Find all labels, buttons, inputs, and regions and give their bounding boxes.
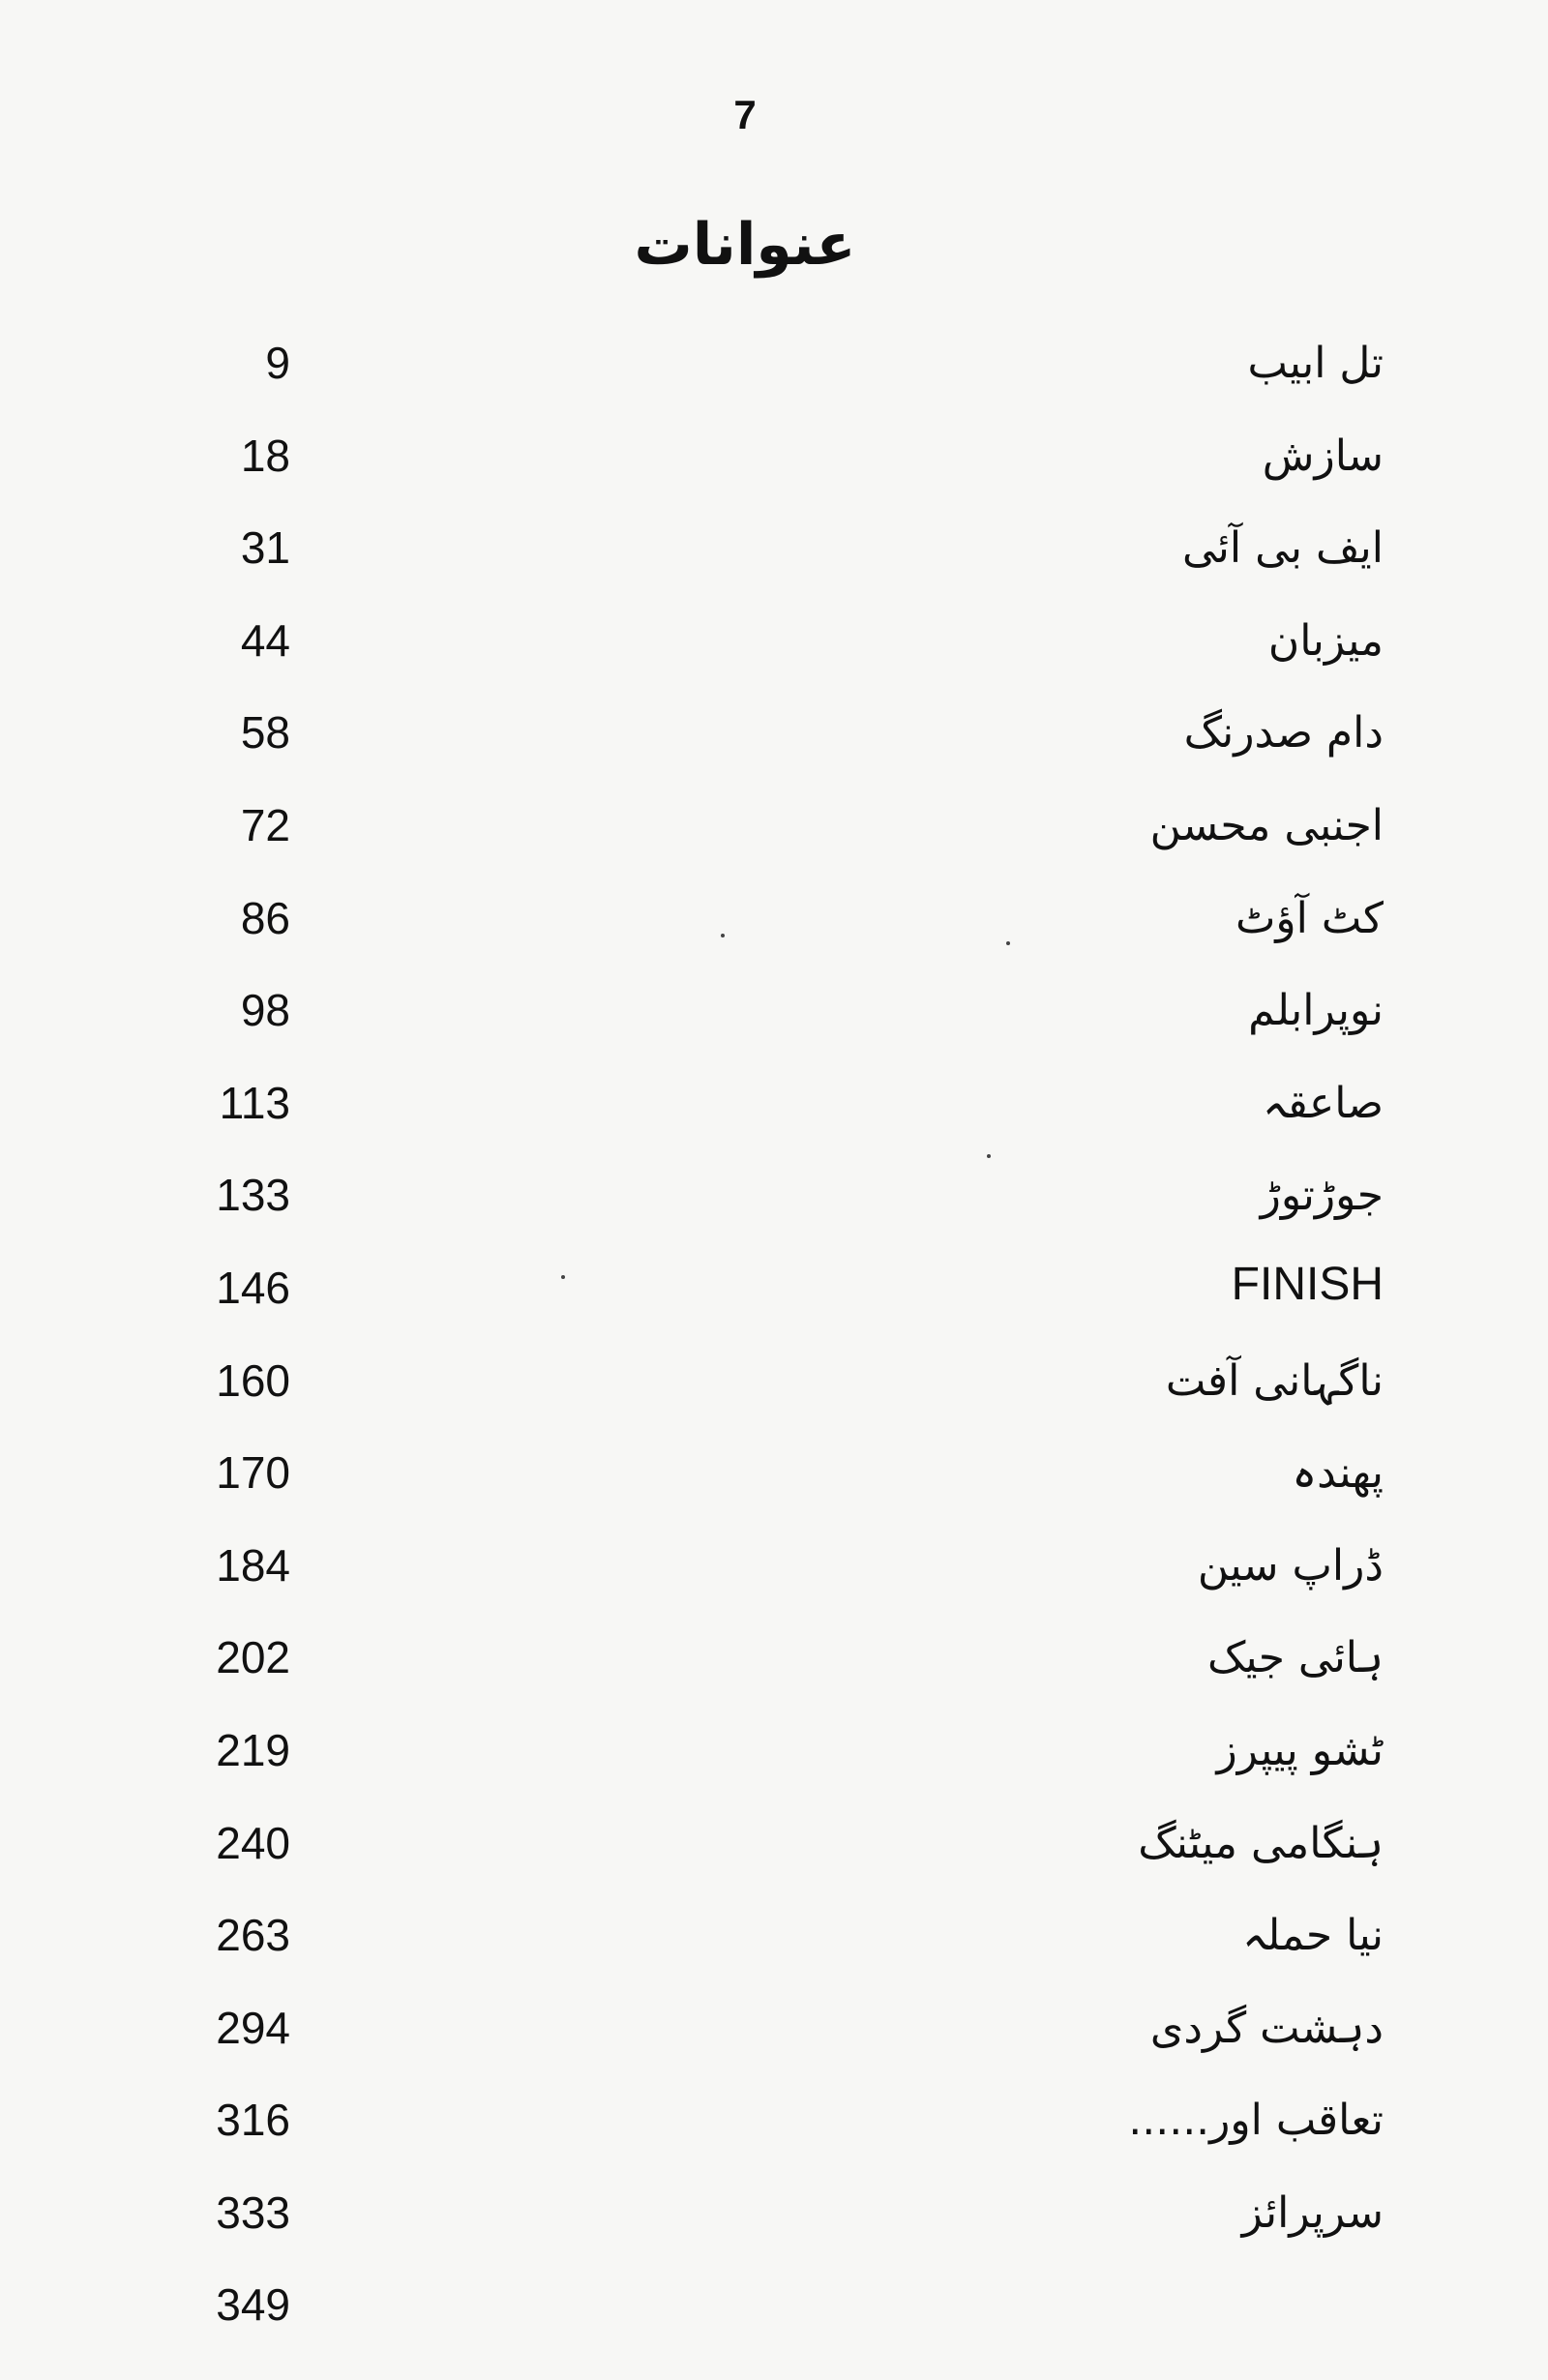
toc-page-number: 18 [240,430,290,481]
toc-entry [145,1347,1403,1440]
toc-entry [145,1069,1403,1162]
scan-speck [721,934,725,937]
scan-speck [987,1154,991,1158]
toc-page-number: 170 [216,1447,290,1499]
toc-title: نیا حملہ [1242,1911,1384,1961]
toc-page-number: 219 [216,1724,290,1775]
page-number: 7 [733,92,757,137]
toc-title: ایف بی آئی [1181,523,1384,574]
toc-title: صاعقہ [1262,1078,1384,1128]
toc-page-number: 98 [240,985,290,1036]
toc-entry [145,2086,1403,2179]
toc-title: تعاقب اور...... [1128,2096,1384,2146]
toc-entry [145,607,1403,699]
toc-title: دام صدرنگ [1183,708,1384,759]
toc-title: ناگہانی آفت [1165,1355,1384,1406]
toc-title: سرپرائز [1241,2187,1384,2238]
toc-entry [145,1901,1403,1994]
toc-page-number: 184 [216,1539,290,1591]
toc-entry [145,329,1403,422]
toc-page-number: 58 [240,707,290,759]
toc-title: جوڑتوڑ [1260,1171,1384,1221]
toc-title: سازش [1262,431,1384,481]
scan-speck [561,1275,565,1279]
toc-page-number: 316 [216,2095,290,2146]
toc-page-number: 72 [240,799,290,850]
toc-page-number: 113 [219,1077,290,1128]
toc-page-number: 202 [216,1632,290,1683]
toc-page-number: 146 [216,1262,290,1313]
toc-entry [145,1809,1403,1902]
toc-entry [145,514,1403,607]
toc-title: اجنبی محسن [1149,800,1384,850]
toc-entry [145,2271,1403,2364]
toc-page-number: 333 [216,2187,290,2238]
toc-entry [145,1254,1403,1347]
toc-entry [145,976,1403,1069]
toc-title: ٹشو پیپرز [1216,1725,1384,1775]
toc-entry [145,884,1403,977]
toc-title: پھندہ [1292,1448,1384,1499]
toc-page-number: 44 [240,614,290,666]
toc-entry [145,1716,1403,1809]
toc-title: ڈراپ سین [1197,1540,1384,1591]
toc-entry [145,422,1403,515]
toc-entry [145,1623,1403,1716]
toc-page-number: 9 [265,338,290,388]
toc-page-number: 133 [216,1170,290,1221]
toc-entry [145,1994,1403,2087]
toc-entry [145,1439,1403,1532]
toc-entry [145,1161,1403,1254]
toc-title: دہشت گردی [1149,2003,1384,2053]
toc-title: میزبان [1267,615,1384,666]
toc-title: تل ابیب [1247,339,1384,388]
toc-page-number: 86 [240,892,290,943]
toc-title: ہائی جیک [1207,1633,1384,1683]
toc-entry [145,2179,1403,2272]
page-title: عنوانات [634,211,856,279]
toc-entry [145,791,1403,884]
scan-speck [1006,941,1010,945]
table-of-contents [145,329,1403,2370]
toc-page-number: 31 [240,522,290,574]
toc-entry [145,1532,1403,1624]
toc-page-number: 160 [216,1354,290,1406]
toc-title: FINISH [1231,1258,1384,1310]
toc-page-number: 263 [216,1910,290,1961]
toc-title: نوپرابلم [1248,986,1384,1036]
toc-entry [145,699,1403,791]
toc-title: کٹ آؤٹ [1235,893,1384,943]
toc-page-number: 240 [216,1817,290,1868]
toc-title: ہنگامی میٹنگ [1138,1818,1384,1868]
toc-page-number: 294 [216,2002,290,2053]
toc-page-number: 349 [216,2279,290,2331]
